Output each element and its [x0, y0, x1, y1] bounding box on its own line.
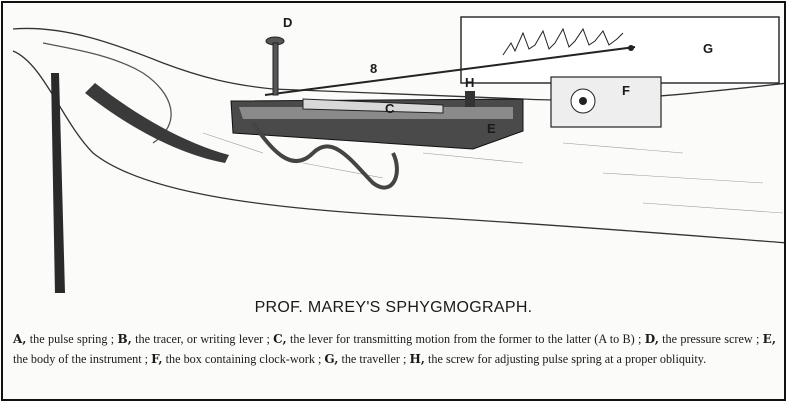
legend-text: the tracer, or writing lever ; [131, 332, 274, 346]
legend-text: the screw for adjusting pulse spring at a proper obliquity. [424, 352, 707, 366]
legend-key: H, [409, 352, 425, 366]
legend-text: the box containing clock-work ; [162, 352, 325, 366]
legend-key: A, [13, 332, 27, 346]
label-d: D [283, 15, 293, 30]
legend-key: F, [151, 352, 163, 366]
legend-key: E, [762, 332, 776, 346]
label-f: F [622, 83, 630, 98]
label-g: G [703, 41, 714, 56]
label-b: 8 [370, 61, 378, 76]
label-h: H [465, 75, 475, 90]
legend-key: C, [273, 332, 287, 346]
wrist-band [85, 83, 229, 163]
legend-text: the body of the instrument ; [13, 352, 152, 366]
sphygmograph-illustration [3, 3, 786, 293]
clockwork-box [551, 77, 661, 127]
legend-key: G, [324, 352, 339, 366]
label-c: C [385, 101, 395, 116]
engraving-frame [1, 1, 786, 401]
legend-text: the pressure screw ; [658, 332, 763, 346]
legend-key: B, [117, 332, 132, 346]
caption-legend [13, 329, 776, 369]
label-e: E [487, 121, 496, 136]
legend-text: the pulse spring ; [26, 332, 118, 346]
forearm-shading [203, 133, 783, 213]
adjusting-screw [465, 91, 475, 107]
legend-text: the lever for transmitting motion from the former to the latter (A to B) ; [286, 332, 645, 346]
legend-text: the traveller ; [338, 352, 410, 366]
caption-title: PROF. MAREY'S SPHYGMOGRAPH. [254, 299, 533, 316]
pressure-screw [266, 37, 284, 95]
wrist-strap [51, 73, 65, 293]
legend-key: D, [644, 332, 659, 346]
traveller-plate [461, 17, 779, 83]
